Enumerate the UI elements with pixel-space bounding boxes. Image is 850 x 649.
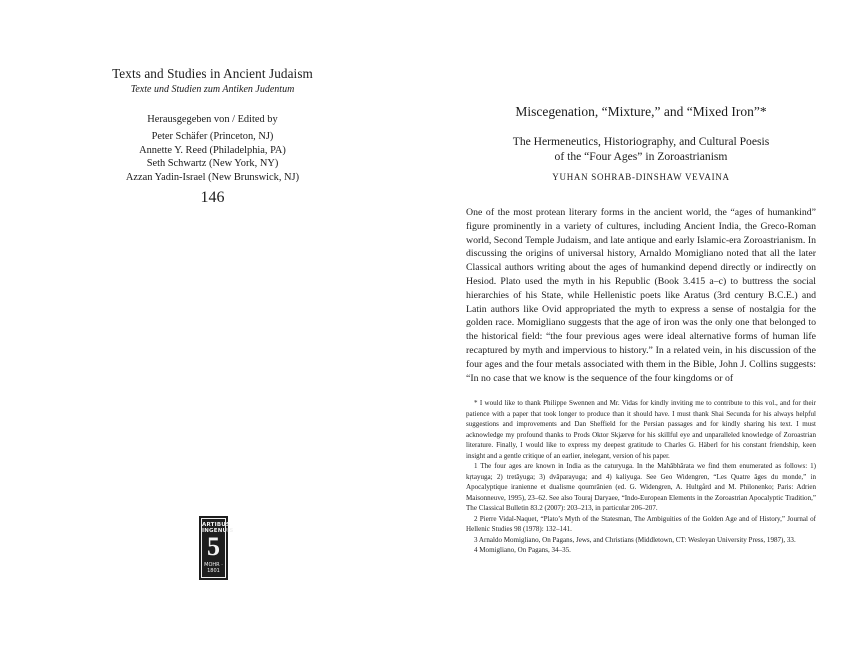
editor-name: Peter Schäfer (Princeton, NJ)	[151, 131, 274, 143]
series-title: Texts and Studies in Ancient Judaism	[112, 66, 313, 81]
chapter-title: Miscegenation, “Mixture,” and “Mixed Iron”*	[515, 104, 767, 119]
editor-name: Seth Schwartz (New York, NY)	[146, 158, 279, 170]
right-page	[425, 0, 850, 649]
editors-heading: Herausgegeben von / Edited by	[147, 114, 278, 125]
footnote: 2 Pierre Vidal-Naquet, “Plato’s Myth of the Statesman, The Ambiguities of the Golden Age and of History,” Journal of Hellenic Studies 98 (1978): 132–141.	[466, 514, 816, 533]
footnote: 4 Momigliano, On Pagans, 34–35.	[474, 546, 571, 554]
volume-number: 146	[200, 189, 225, 206]
chapter-subtitle	[461, 134, 821, 164]
body-text	[466, 206, 816, 385]
footnotes	[466, 398, 816, 556]
publisher-logo	[199, 516, 234, 580]
series-subtitle: Texte und Studien zum Antiken Judentum	[130, 84, 295, 95]
series-block	[0, 66, 425, 96]
chapter-subtitle-line: of the “Four Ages” in Zoroastrianism	[554, 150, 728, 163]
logo-bottom-text: MOHR · 1801	[204, 562, 223, 574]
logo-numeral: 5	[207, 532, 220, 561]
chapter-author: YUHAN SOHRAB-DINSHAW VEVAINA	[552, 172, 730, 182]
footnote: * I would like to thank Philippe Swennen and Mr. Vidas for kindly inviting me to contribute to this vol., and for their patience with a paper that took longer to produce than it should have. I must thank Shai Secunda for his always helpful suggestions and improvements and Dan Sheffield for the Persian passages and for kindly sharing his text. I must acknowledge my profound thanks to Prods Oktor Skjærvø for his skillful eye and unparalleled knowledge of Zoroastrian literature. Finally, I would like to express my deepest gratitude to Charles G. Häberl for his constant friendship, keen insight and a gentle critique of an earlier, inelegant, version of his paper.	[466, 399, 816, 460]
chapter-subtitle-line: The Hermeneutics, Historiography, and Cultural Poesis	[512, 135, 770, 148]
editor-name: Azzan Yadin-Israel (New Brunswick, NJ)	[125, 171, 300, 183]
footnote: 1 The four ages are known in India as the caturyuga. In the Mahābhārata we find them enumerated as follows: 1) kṛtayuga; 2) tretāyuga; 3) dvāparayuga; and 4) kaliyuga. See Geo Widengren, “Les Quatre âges du monde,” in Apocalyptique iranienne et dualisme qoumrânien (ed. G. Widengren, A. Hultgård and M. Philonenko; Paris: Adrien Maisonneuve, 1995), 23–62. See also Touraj Daryaee, “Indo-European Elements in the Zoroastrian Apocalyptic Tradition,” The Classical Bulletin 83.2 (2007): 203–213, in particular 206–207.	[466, 462, 816, 512]
footnote: 3 Arnaldo Momigliano, On Pagans, Jews, and Christians (Middletown, CT: Wesleyan University Press, 1987), 33.	[474, 535, 796, 544]
editor-name: Annette Y. Reed (Philadelphia, PA)	[139, 144, 286, 156]
editors-block	[0, 113, 425, 184]
body-paragraph: One of the most protean literary forms in the ancient world, the “ages of humankind” figure prominently in a variety of cultures, including Ancient India, the Greco-Roman world, Second Temple Judaism, and late antique and early Islamic-era Zoroastrianism. In discussing the origins of universal history, Arnaldo Momigliano noted that all the later Classical authors writing about the ages of humankind depend directly or indirectly on Hesiod. Plato used the myth in his Republic (Book 3.415 a–c) to buttress the social hierarchies of his State, while Hellenistic poets like Aratus (3rd century B.C.E.) and Latin authors like Ovid appropriated the myth to express a sense of nostalgia for the golden race. Momigliano suggests that the age of iron was the only one that belonged to the historical field: “the four previous ages were ideal alternative forms of human life recaptured by myth and impervious to history.” In a related vein, in his discussion of the four ages and the four metals associated with them in the Bible, John J. Collins suggests: “In no case that we know is the sequence of the four kingdoms or of	[466, 207, 816, 384]
logo-top-text: ARTIBUS INGENUIS	[202, 522, 234, 534]
